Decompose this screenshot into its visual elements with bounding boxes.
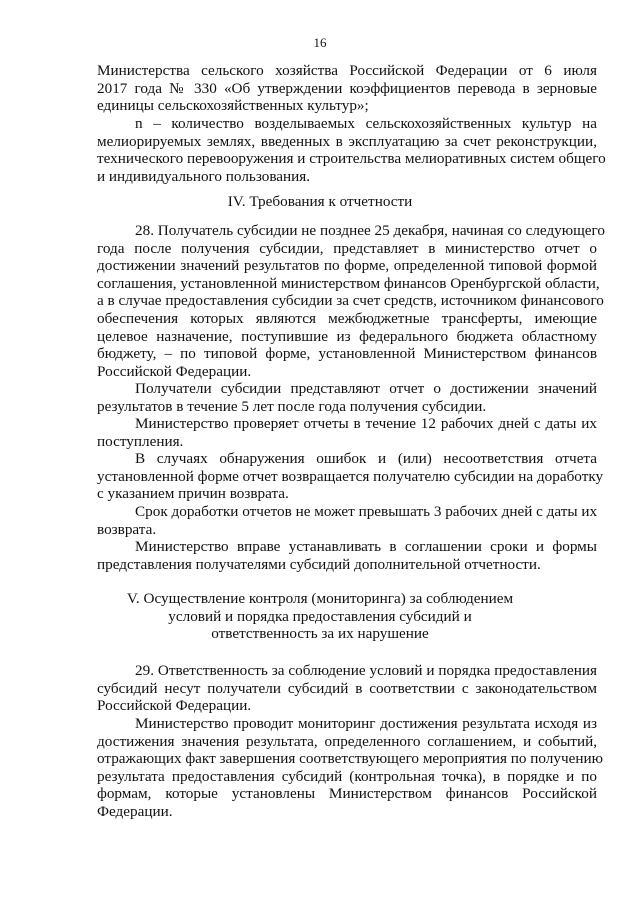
- text-line: результата предоставления субсидий (контрольная точка), в порядке и по: [97, 767, 597, 785]
- paragraph-28-reporting-period: [97, 380, 597, 415]
- text-line: достижении значений результатов по форме, определенной типовой формой: [97, 257, 597, 275]
- text-line: 2017 года № 330 «Об утверждении коэффициентов перевода в зерновые: [97, 79, 597, 97]
- text-line: и индивидуального пользования.: [97, 167, 311, 185]
- heading-line: ответственность за их нарушение: [211, 625, 429, 643]
- text-line: отражающих факт завершения соответствующего мероприятия по получению: [97, 750, 603, 768]
- text-line: бюджету, – по типовой форме, установленной Министерством финансов: [97, 345, 597, 363]
- paragraph-28-additional-reporting: [97, 538, 597, 573]
- page-number: 16: [313, 35, 327, 50]
- text-line: с указанием причин возврата.: [97, 485, 289, 503]
- text-line: достижения значения результата, определенного соглашением, и событий,: [97, 732, 597, 750]
- text-line: формам, которые установлены Министерством финансов Российской: [97, 785, 597, 803]
- text-line: субсидий несут получатели субсидий в соответствии с законодательством: [97, 679, 597, 697]
- text-line: года после получения субсидии, представляет в министерство отчет о: [97, 239, 597, 257]
- text-line: Министерства сельского хозяйства Российской Федерации от 6 июля: [97, 62, 597, 79]
- text-line: возврата.: [97, 520, 157, 538]
- intro-paragraph: [97, 62, 597, 115]
- text-line: установленной форме отчет возвращается получателю субсидии на доработку: [97, 467, 604, 485]
- paragraph-28-revision-term: [97, 503, 597, 538]
- heading-line: условий и порядка предоставления субсидий и: [168, 607, 472, 625]
- paragraph-28: [97, 222, 605, 380]
- paragraph-29: [97, 662, 597, 715]
- text-line: результатов в течение 5 лет после года получения субсидии.: [97, 397, 487, 415]
- text-line: технического перевооружения и строительства мелиоративных систем общего: [97, 150, 606, 168]
- text-line: представления получателями субсидий дополнительной отчетности.: [97, 555, 541, 573]
- text-line: а в случае предоставления субсидии за счет средств, источником финансового: [97, 292, 604, 310]
- n-definition-paragraph: [97, 115, 606, 185]
- text-line: соглашения, установленной министерством финансов Оренбургской области,: [97, 274, 600, 292]
- heading-line: IV. Требования к отчетности: [227, 193, 413, 210]
- section-5-title: [0, 590, 640, 643]
- text-line: Получатели субсидии представляют отчет о достижении значений: [135, 380, 597, 397]
- text-line: поступления.: [97, 432, 184, 450]
- text-line: Федерации.: [97, 802, 173, 820]
- text-line: Российской Федерации.: [97, 697, 252, 715]
- text-line: Министерство проводит мониторинг достижения результата исходя из: [135, 715, 597, 732]
- paragraph-28-verification: [97, 415, 597, 450]
- text-line: мелиорируемых землях, введенных в эксплуатацию за счет реконструкции,: [97, 132, 597, 150]
- text-line: n – количество возделываемых сельскохозяйственных культур на: [135, 115, 597, 132]
- text-line: В случаях обнаружения ошибок и (или) несоответствия отчета: [135, 450, 597, 467]
- text-line: целевое назначение, поступившие из федерального бюджета областному: [97, 327, 597, 345]
- text-line: 29. Ответственность за соблюдение условий и порядка предоставления: [135, 662, 597, 679]
- text-line: единицы сельскохозяйственных культур»;: [97, 97, 369, 115]
- text-line: обеспечения которых являются межбюджетные трансферты, имеющие: [97, 309, 597, 327]
- paragraph-29-monitoring: [97, 715, 603, 821]
- section-4-title: [0, 193, 640, 211]
- paragraph-28-errors: [97, 450, 604, 503]
- text-line: Министерство проверяет отчеты в течение 12 рабочих дней с даты их: [135, 415, 597, 432]
- text-line: 28. Получатель субсидии не позднее 25 декабря, начиная со следующего: [135, 222, 605, 239]
- text-line: Срок доработки отчетов не может превышать 3 рабочих дней с даты их: [135, 503, 598, 520]
- text-line: Министерство вправе устанавливать в соглашении сроки и формы: [135, 538, 597, 555]
- heading-line: V. Осуществление контроля (мониторинга) за соблюдением: [126, 590, 514, 607]
- text-line: Российской Федерации.: [97, 362, 252, 380]
